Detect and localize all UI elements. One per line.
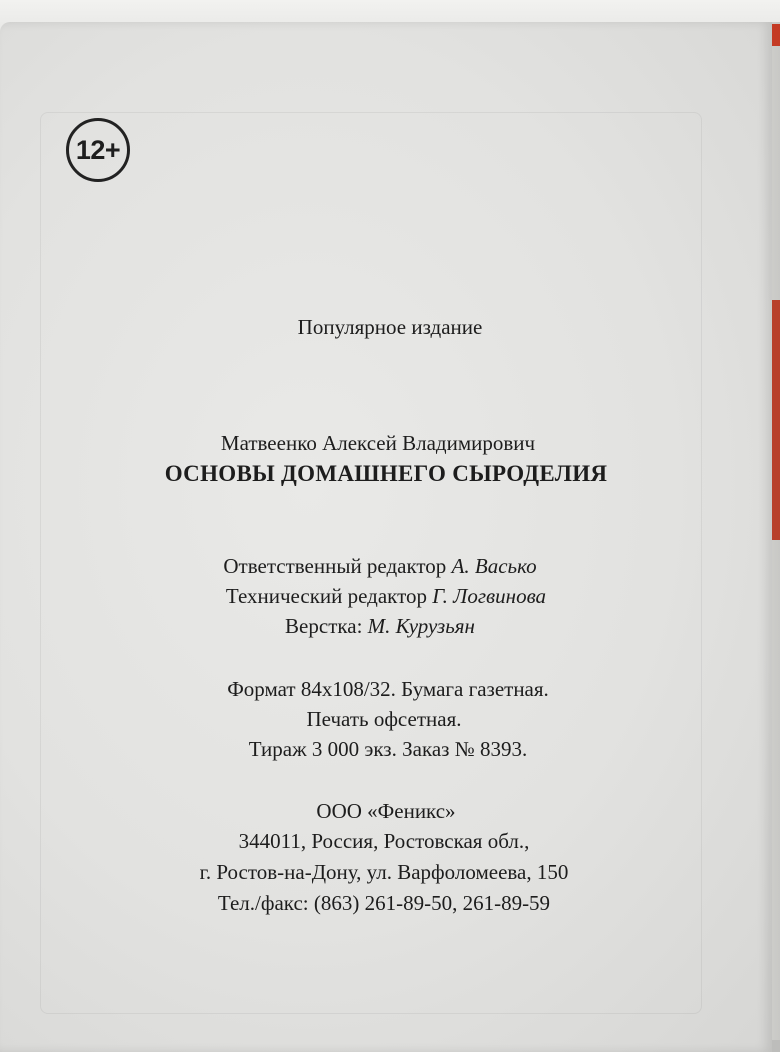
technical-editor-name: Г. Логвинова — [432, 584, 547, 608]
technical-editor-label: Технический редактор — [225, 584, 428, 608]
age-rating-text: 12+ — [75, 134, 121, 165]
responsible-editor-line — [0, 554, 770, 579]
publisher-phone: Тел./факс: (863) 261-89-50, 261-89-59 — [217, 891, 551, 915]
printing-line: Печать офсетная. — [306, 707, 462, 731]
print-run-line: Тираж 3 000 экз. Заказ № 8393. — [248, 737, 528, 761]
layout-label: Верстка: — [285, 614, 363, 638]
layout-name: М. Курузьян — [367, 614, 475, 638]
responsible-editor-label: Ответственный редактор — [223, 554, 447, 578]
publisher-name: ООО «Феникс» — [316, 799, 456, 823]
technical-editor-line — [0, 584, 776, 609]
format-line: Формат 84x108/32. Бумага газетная. — [227, 677, 549, 701]
series-line: Популярное издание — [297, 315, 483, 339]
publisher-address-2: г. Ростов-на-Дону, ул. Варфоломеева, 150 — [199, 860, 569, 884]
responsible-editor-name: А. Васько — [451, 554, 537, 578]
age-rating-badge — [66, 118, 130, 182]
layout-line — [0, 614, 770, 639]
book-title: ОСНОВЫ ДОМАШНЕГО СЫРОДЕЛИЯ — [164, 461, 608, 486]
author-line: Матвеенко Алексей Владимирович — [220, 431, 536, 455]
publisher-address-1: 344011, Россия, Ростовская обл., — [238, 829, 530, 853]
